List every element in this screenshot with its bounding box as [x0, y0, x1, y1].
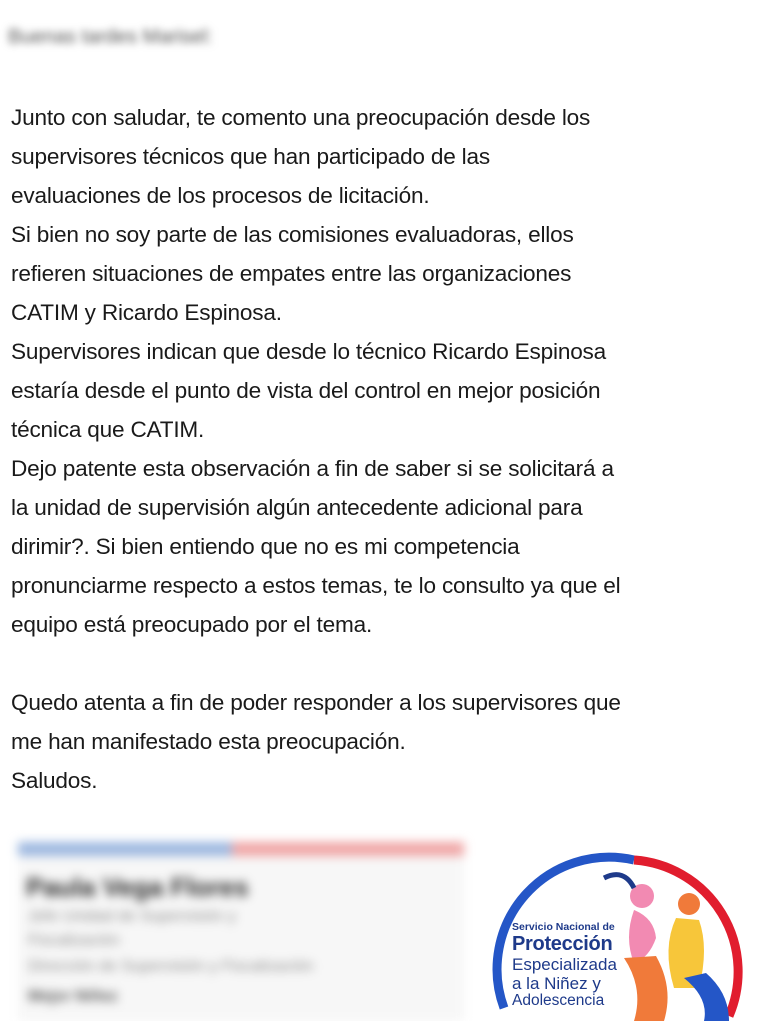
text-line: Si bien no soy parte de las comisiones evaluadoras, ellos	[11, 222, 574, 247]
text-line: supervisores técnicos que han participado de las	[11, 144, 490, 169]
signature-bar-red	[232, 842, 464, 856]
signature-line: Dirección de Supervisión y Fiscalización	[28, 958, 314, 975]
text-line: refieren situaciones de empates entre las organizaciones	[11, 261, 572, 286]
text-line: Dejo patente esta observación a fin de saber si se solicitará a	[11, 456, 614, 481]
paragraph-4	[11, 449, 776, 644]
text-line: dirimir?. Si bien entiendo que no es mi competencia	[11, 534, 520, 559]
text-line: Supervisores indican que desde lo técnico Ricardo Espinosa	[11, 339, 607, 364]
text-line: equipo está preocupado por el tema.	[11, 612, 373, 637]
text-line: Junto con saludar, te comento una preocupación desde los	[11, 105, 591, 130]
paragraph-2	[11, 215, 776, 332]
email-signature-card	[18, 842, 464, 1021]
email-greeting: Buenas tardes Marisel:	[8, 26, 213, 48]
email-body	[11, 98, 776, 800]
logo-figure-body	[684, 973, 729, 1021]
service-logo	[484, 838, 784, 1021]
text-line: me han manifestado esta preocupación.	[11, 729, 406, 754]
signature-bar-blue	[18, 842, 232, 856]
logo-text: Servicio Nacional de	[512, 921, 615, 933]
paragraph-gap	[11, 644, 776, 683]
logo-text: Adolescencia	[512, 992, 605, 1009]
logo-text: Especializada	[512, 955, 617, 974]
paragraph-3	[11, 332, 776, 449]
text-line: Quedo atenta a fin de poder responder a los supervisores que	[11, 690, 621, 715]
signature-name: Paula Vega Flores	[26, 872, 249, 902]
logo-text: a la Niñez y	[512, 974, 601, 993]
logo-figure-hair	[604, 875, 634, 888]
text-line: CATIM y Ricardo Espinosa.	[11, 300, 282, 325]
text-line: técnica que CATIM.	[11, 417, 205, 442]
paragraph-1	[11, 98, 776, 215]
text-line: la unidad de supervisión algún antecedente adicional para	[11, 495, 583, 520]
text-line: estaría desde el punto de vista del control en mejor posición	[11, 378, 601, 403]
logo-figure-body	[629, 910, 656, 963]
signature-line: Jefe Unidad de Supervisión y	[28, 908, 237, 925]
signature-line: Mejor Niñez	[28, 988, 118, 1005]
logo-figure-head	[678, 893, 700, 915]
text-line: pronunciarme respecto a estos temas, te lo consulto ya que el	[11, 573, 621, 598]
signature-line: Fiscalización	[28, 932, 120, 949]
logo-figure-body	[624, 956, 668, 1021]
text-line: Saludos.	[11, 768, 98, 793]
text-line: evaluaciones de los procesos de licitación.	[11, 183, 430, 208]
paragraph-5	[11, 683, 776, 800]
logo-text: Protección	[512, 933, 613, 955]
